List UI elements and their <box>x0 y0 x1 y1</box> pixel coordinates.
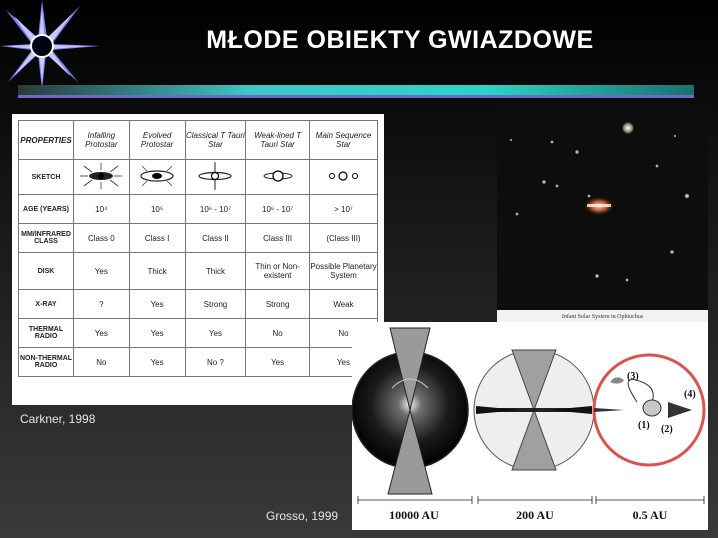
table-cell: Class I <box>129 224 185 253</box>
protostar-scale-diagram <box>352 322 708 530</box>
row-label: X-RAY <box>19 290 74 319</box>
table-cell: No ? <box>185 348 246 377</box>
disk-panel <box>474 350 594 470</box>
table-cell: Strong <box>246 290 310 319</box>
diagram-label: (4) <box>684 389 696 400</box>
diagram-label: (1) <box>638 420 650 431</box>
evolved-protostar-sketch-icon <box>129 160 185 195</box>
table-cell: No <box>246 319 310 348</box>
diagram-label: (2) <box>661 424 673 435</box>
row-label: SKETCH <box>19 160 74 195</box>
table-cell: Class II <box>185 224 246 253</box>
table-cell: > 10⁷ <box>309 195 377 224</box>
slide-title: MŁODE OBIEKTY GWIAZDOWE <box>206 26 594 54</box>
logo-star-icon <box>0 0 100 90</box>
table-header: Weak-lined T Tauri Star <box>246 121 310 160</box>
ophiuchus-photo <box>497 104 708 324</box>
table-cell: Thin or Non-existent <box>246 253 310 290</box>
table-header-properties: PROPERTIES <box>19 121 74 160</box>
row-label: NON-THERMAL RADIO <box>19 348 74 377</box>
table-cell: Thick <box>185 253 246 290</box>
star-field-image <box>497 104 708 310</box>
properties-table <box>18 120 378 377</box>
row-label: AGE (YEARS) <box>19 195 74 224</box>
title-rule <box>18 85 694 95</box>
table-row-thermal-radio <box>19 319 378 348</box>
table-row-xray <box>19 290 378 319</box>
table-header: Infalling Protostar <box>74 121 130 160</box>
table-cell: 10⁶ - 10⁷ <box>246 195 310 224</box>
magnetosphere-panel <box>594 355 704 465</box>
table-cell: Yes <box>129 348 185 377</box>
table-cell: Yes <box>129 290 185 319</box>
weak-lined-t-tauri-sketch-icon <box>246 160 310 195</box>
scale-label: 10000 AU <box>389 508 439 522</box>
title-rule-accent <box>18 95 694 98</box>
diagram-label: (3) <box>627 371 639 382</box>
scale-bars <box>358 496 704 504</box>
table-cell: Yes <box>129 319 185 348</box>
table-cell: Yes <box>74 253 130 290</box>
scale-label: 0.5 AU <box>632 508 668 522</box>
table-cell: ? <box>74 290 130 319</box>
table-cell: Yes <box>185 319 246 348</box>
table-header: Evolved Protostar <box>129 121 185 160</box>
table-cell: Strong <box>185 290 246 319</box>
table-header-row <box>19 121 378 160</box>
properties-table-figure <box>12 114 384 405</box>
table-cell: Yes <box>74 319 130 348</box>
envelope-panel <box>352 328 468 494</box>
table-row-sketch <box>19 160 378 195</box>
table-cell: Class 0 <box>74 224 130 253</box>
photo-caption: Infant Solar System in Ophiuchus <box>497 310 708 324</box>
table-cell: Class III <box>246 224 310 253</box>
table-cell: (Class III) <box>309 224 377 253</box>
row-label: DISK <box>19 253 74 290</box>
table-header: Classical T Tauri Star <box>185 121 246 160</box>
scale-label: 200 AU <box>516 508 554 522</box>
table-row-age <box>19 195 378 224</box>
table-row-disk <box>19 253 378 290</box>
table-row-nonthermal-radio <box>19 348 378 377</box>
table-cell: Yes <box>246 348 310 377</box>
table-cell: 10⁴ <box>74 195 130 224</box>
table-header: Main Sequence Star <box>309 121 377 160</box>
table-cell: Thick <box>129 253 185 290</box>
classical-t-tauri-sketch-icon <box>185 160 246 195</box>
table-cell: Yes <box>309 348 377 377</box>
main-sequence-sketch-icon <box>309 160 377 195</box>
diagram-source-caption: Grosso, 1999 <box>266 509 339 523</box>
row-label: THERMAL RADIO <box>19 319 74 348</box>
infalling-protostar-sketch-icon <box>74 160 130 195</box>
table-cell: No <box>74 348 130 377</box>
table-cell: No <box>309 319 377 348</box>
table-row-class <box>19 224 378 253</box>
table-cell: Weak <box>309 290 377 319</box>
table-cell: 10⁶ - 10⁷ <box>185 195 246 224</box>
table-cell: Possible Planetary System <box>309 253 377 290</box>
table-source-caption: Carkner, 1998 <box>20 412 96 426</box>
table-cell: 10⁵ <box>129 195 185 224</box>
row-label: MM/INFRARED CLASS <box>19 224 74 253</box>
